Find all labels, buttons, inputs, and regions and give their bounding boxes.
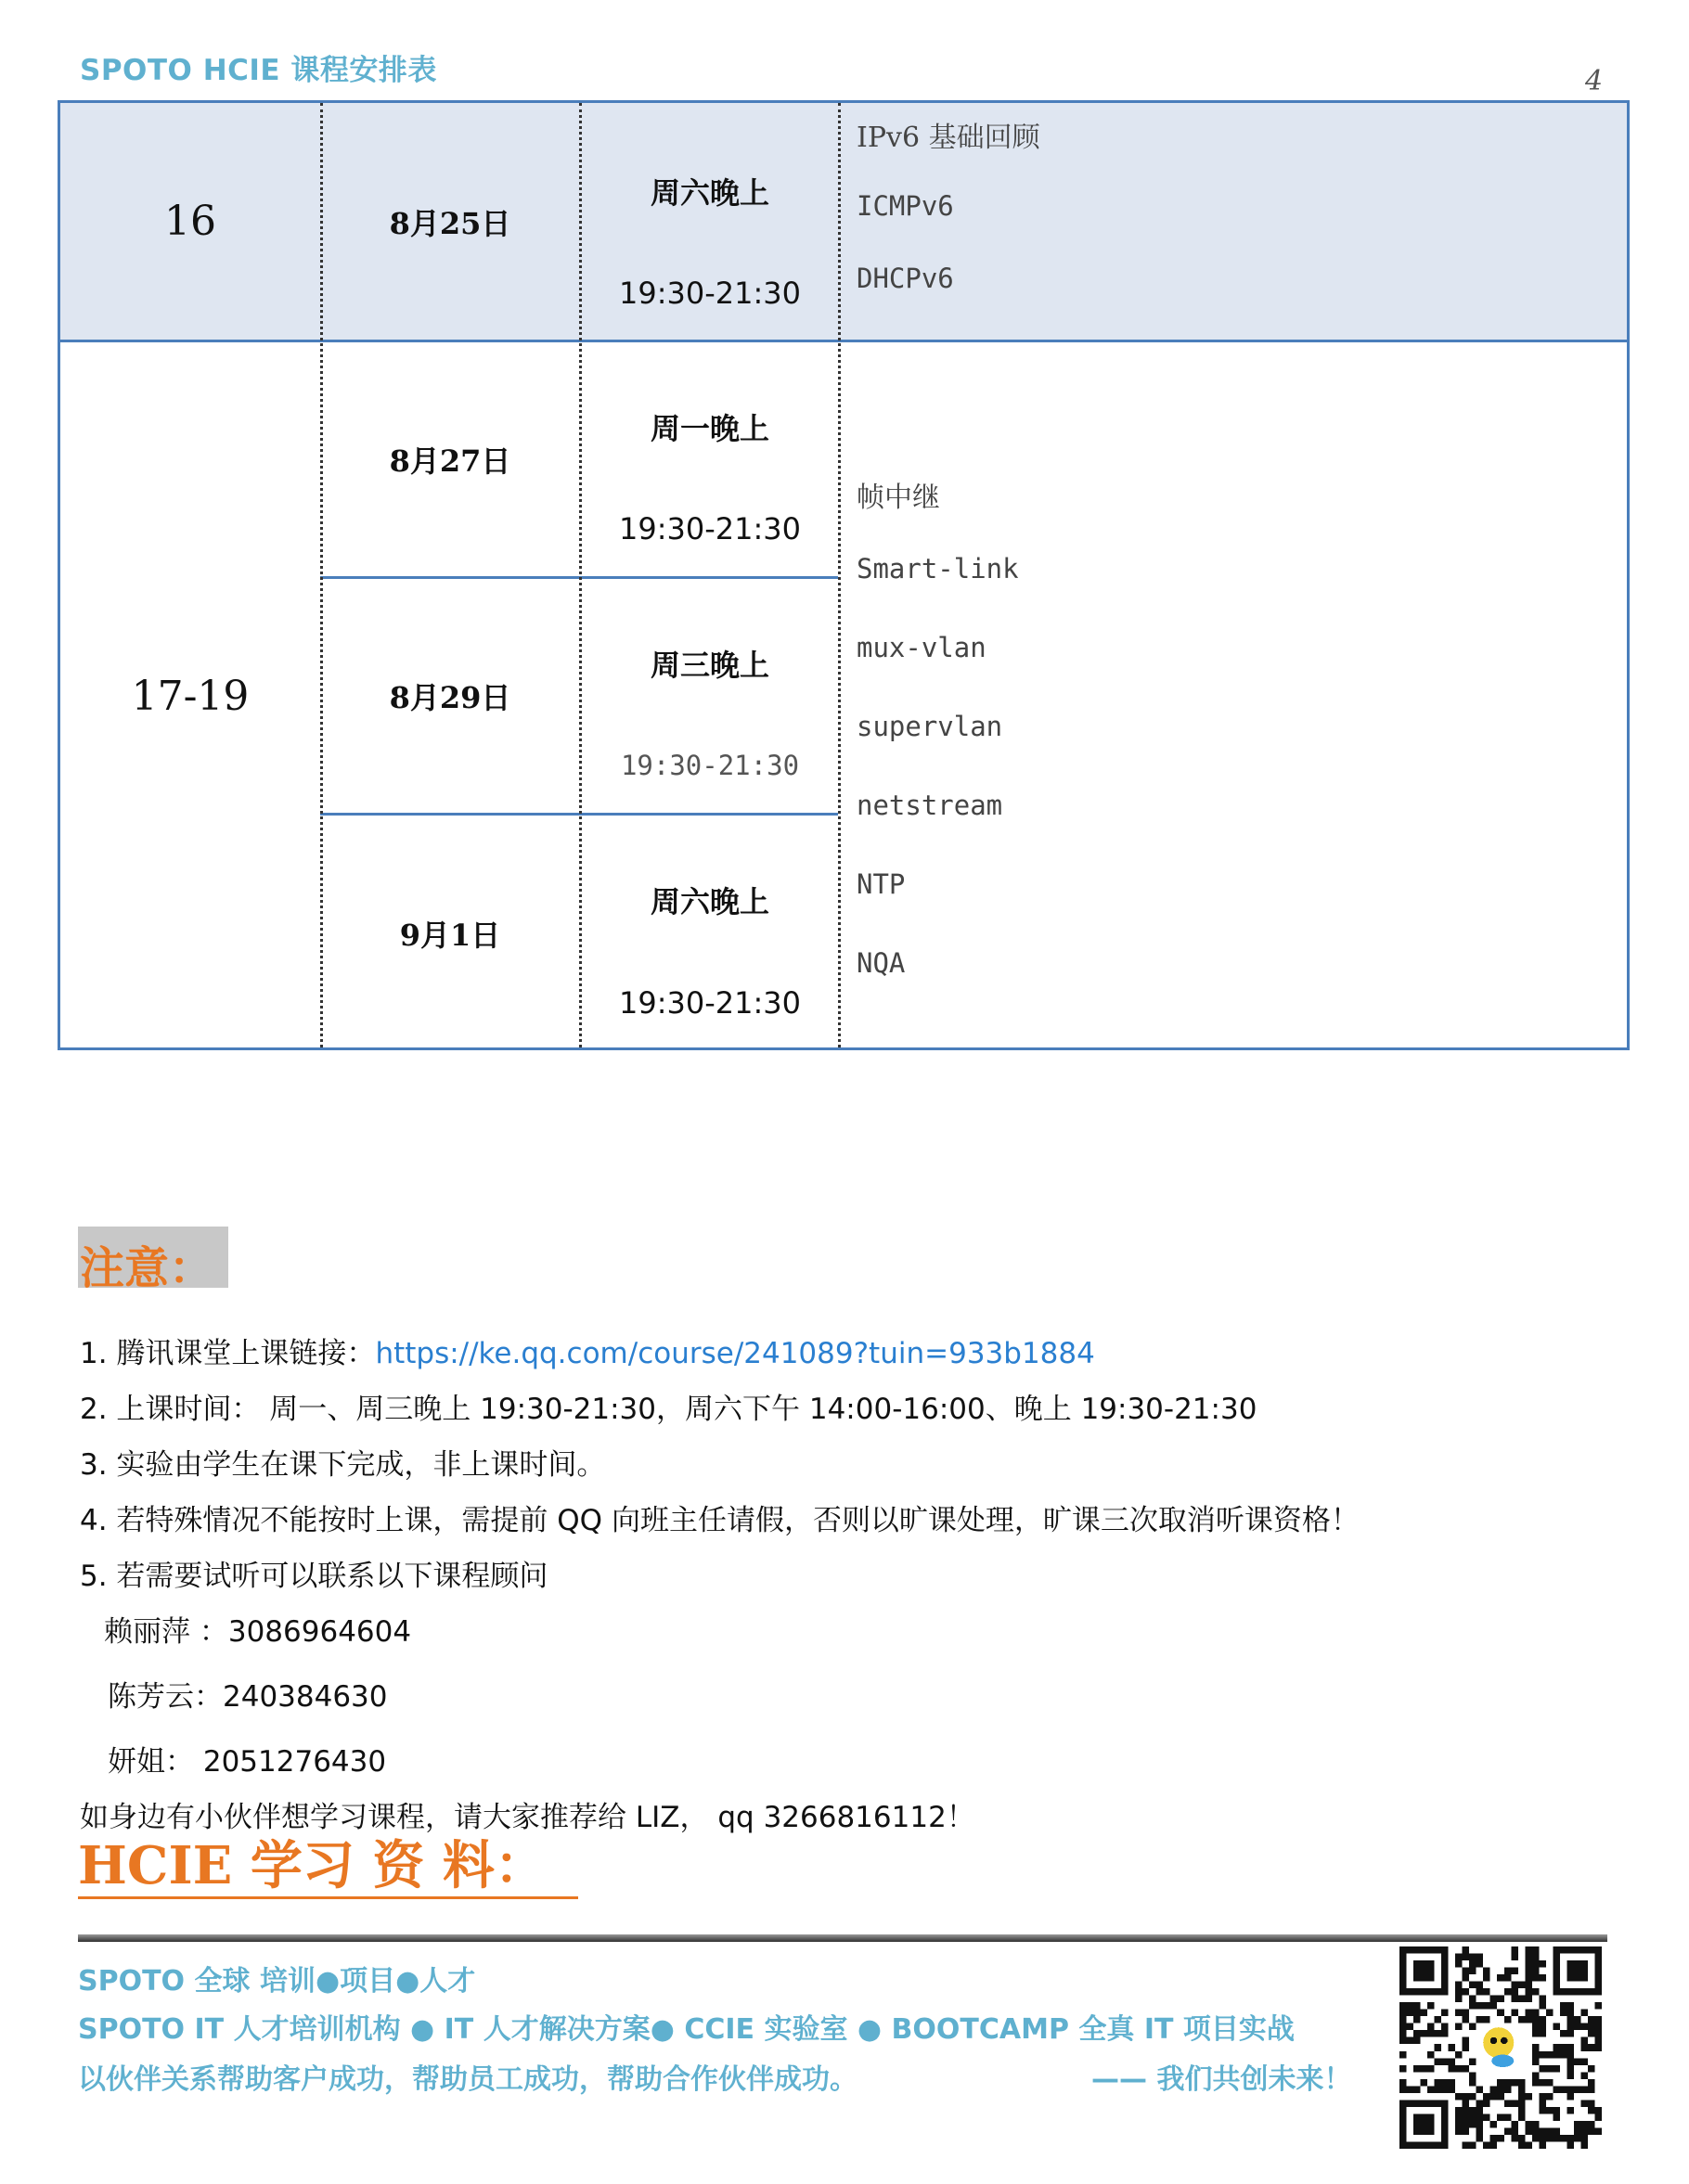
- contact-item: 陈芳云：240384630: [108, 1680, 388, 1714]
- footer-line-2: SPOTO IT 人才培训机构 ● IT 人才解决方案● CCIE 实验室 ● BOOTCAMP 全真 IT 项目实战: [78, 2013, 1295, 2046]
- time-label: 19:30-21:30: [619, 511, 801, 546]
- footer-line-1: SPOTO 全球 培训●项目●人才: [78, 1965, 476, 1998]
- notice-item-5: 5. 若需要试听可以联系以下课程顾问: [80, 1560, 548, 1593]
- column-separator: [838, 103, 841, 1047]
- day-label: 周六晚上: [650, 884, 769, 919]
- qr-code-icon: [1399, 1946, 1602, 2149]
- topic-item: IPv6 基础回顾: [857, 122, 1040, 154]
- notice-heading-text: 注意：: [80, 1242, 214, 1294]
- header-title: SPOTO HCIE 课程安排表: [80, 54, 437, 87]
- day-label: 周一晚上: [650, 411, 769, 446]
- notice-item-text: 1. 腾讯课堂上课链接：: [80, 1337, 376, 1370]
- topic-item: NQA: [857, 947, 906, 979]
- topic-item: 帧中继: [857, 482, 940, 514]
- topic-item: netstream: [857, 790, 1003, 821]
- day-label: 周三晚上: [650, 648, 769, 683]
- notice-heading: [78, 1227, 228, 1294]
- topic-item: NTP: [857, 868, 906, 900]
- contact-item: 赖丽萍 ：3086964604: [104, 1615, 412, 1649]
- time-label: 19:30-21:30: [619, 985, 801, 1021]
- topic-item: ICMPv6: [857, 190, 954, 222]
- course-link[interactable]: https://ke.qq.com/course/241089?tuin=933b1884: [375, 1337, 1095, 1370]
- week-cell: 16: [164, 198, 216, 245]
- notice-item-1: [80, 1330, 1095, 1371]
- week-cell: 17-19: [131, 673, 250, 720]
- footer-divider: [78, 1934, 1607, 1942]
- footer-tagline: —— 我们共创未来！: [1091, 2063, 1352, 2096]
- date-cell: 8月29日: [389, 680, 511, 715]
- topic-item: DHCPv6: [857, 263, 954, 294]
- day-label: 周六晚上: [650, 175, 769, 211]
- contact-item: 妍姐： 2051276430: [108, 1745, 387, 1779]
- topic-item: mux-vlan: [857, 632, 986, 663]
- notice-item-4: 4. 若特殊情况不能按时上课，需提前 QQ 向班主任请假，否则以旷课处理，旷课三次取消听课资格！: [80, 1504, 1360, 1537]
- topic-item: supervlan: [857, 711, 1003, 742]
- date-cell: 8月27日: [389, 443, 511, 479]
- page-number: 4: [1585, 65, 1604, 97]
- notice-item-3: 3. 实验由学生在课下完成，非上课时间。: [80, 1448, 606, 1482]
- footer-line-3: 以伙伴关系帮助客户成功，帮助员工成功，帮助合作伙伴成功。: [78, 2063, 857, 2096]
- referral-text: 如身边有小伙伴想学习课程，请大家推荐给 LIZ， qq 3266816112！: [80, 1801, 975, 1834]
- topic-item: Smart-link: [857, 553, 1019, 585]
- schedule-table: [58, 100, 1630, 1050]
- date-cell: 8月25日: [389, 205, 511, 241]
- date-cell: 9月1日: [399, 917, 501, 953]
- resources-heading[interactable]: HCIE 学习 资 料：: [78, 1835, 578, 1899]
- time-label: 19:30-21:30: [620, 750, 800, 781]
- time-label: 19:30-21:30: [619, 276, 801, 311]
- notice-item-2: 2. 上课时间： 周一、周三晚上 19:30-21:30，周六下午 14:00-16:00、晚上 19:30-21:30: [80, 1393, 1257, 1426]
